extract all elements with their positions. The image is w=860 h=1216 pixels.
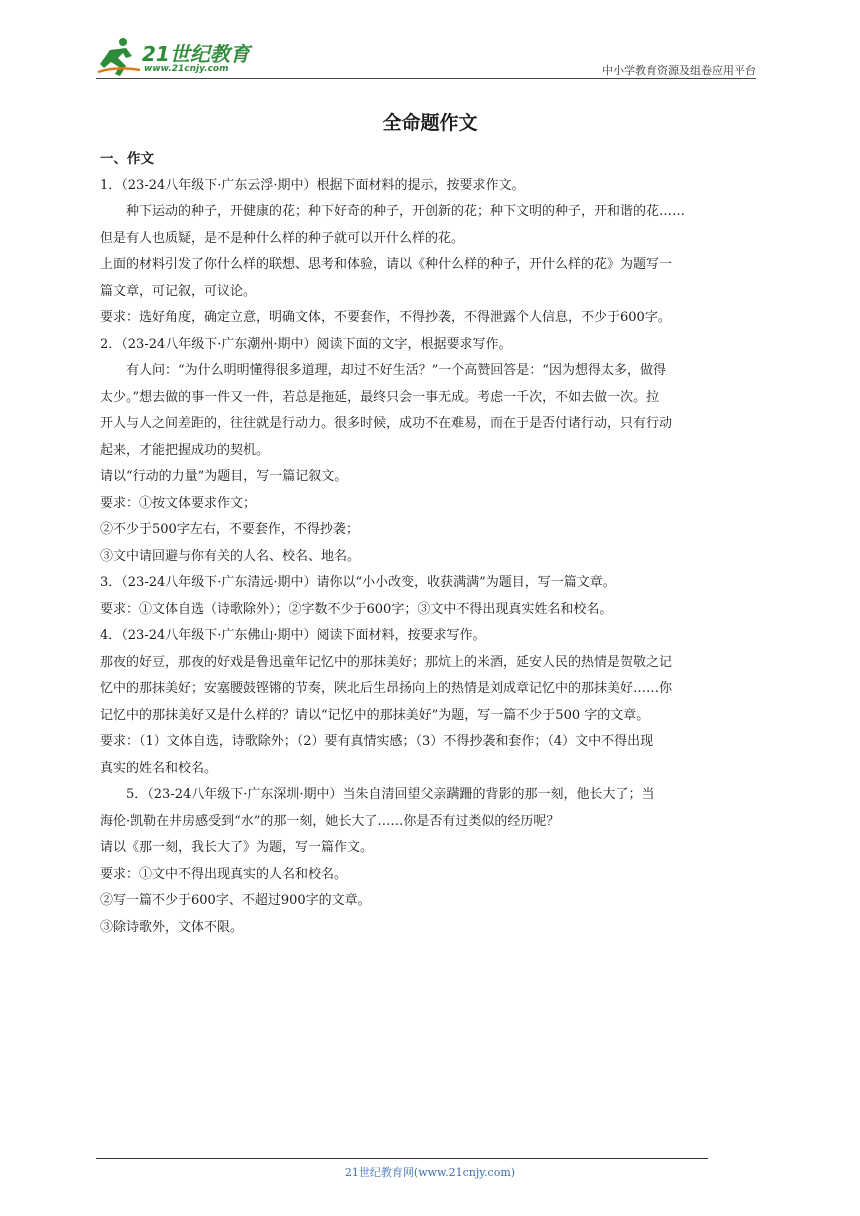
requirement-line: ③除诗歌外，文体不限。 (100, 919, 244, 935)
material-line: 海伦·凯勒在井房感受到“水”的那一刻，她长大了……你是否有过类似的经历呢？ (100, 813, 560, 829)
prompt-line: 篇文章，可记叙，可议论。 (100, 283, 257, 299)
requirement-line: 要求：①文体自选（诗歌除外）；②字数不少于600字；③文中不得出现真实姓名和校名。 (100, 601, 613, 617)
requirement-line: ③文中请回避与你有关的人名、校名、地名。 (100, 548, 361, 564)
requirement-line: 要求：（1）文体自选，诗歌除外；（2）要有真情实感；（3）不得抄袭和套作；（4）文中不得出现 (100, 734, 654, 749)
footer-divider (96, 1158, 708, 1159)
footer-link[interactable]: 21世纪教育网(www.21cnjy.com) (344, 1166, 516, 1179)
material-line: 起来，才能把握成功的契机。 (100, 442, 270, 458)
requirement-line: ②写一篇不少于600字、不超过900字的文章。 (100, 893, 371, 908)
prompt-line: 请以《那一刻，我长大了》为题，写一篇作文。 (100, 840, 374, 855)
material-line: 开人与人之间差距的，往往就是行动力。很多时候，成功不在难易，而在于是否付诸行动，只有行动 (100, 416, 673, 431)
prompt-line: 记忆中的那抹美好又是什么样的？请以“记忆中的那抹美好”为题，写一篇不少于500 字的文章。 (100, 707, 650, 723)
runner-logo-icon (96, 36, 142, 78)
section-heading: 一、作文 (100, 151, 154, 167)
material-line: 忆中的那抹美好；安塞腰鼓铿锵的节奏，陕北后生昂扬向上的热情是刘成章记忆中的那抹美好……你 (100, 681, 673, 696)
question-3: 3．（23-24八年级下·广东清远·期中）请你以“小小改变，收获满满”为题目，写一篇文章。 (100, 575, 616, 590)
material-line: 有人问：“为什么明明懂得很多道理，却过不好生活？”一个高赞回答是：“因为想得太多，做得 (126, 363, 666, 378)
page-title: 全命题作文 (382, 112, 478, 134)
requirement-line: 真实的姓名和校名。 (100, 760, 218, 776)
prompt-line: 上面的材料引发了你什么样的联想、思考和体验，请以《种什么样的种子，开什么样的花》为题写一 (100, 257, 673, 272)
site-logo[interactable] (96, 34, 266, 78)
requirement-line: 要求：①按文体要求作文； (100, 495, 257, 511)
material-line: 太少。”想去做的事一件又一件，若总是拖延，最终只会一事无成。考虑一千次，不如去做一次。拉 (100, 389, 660, 405)
document-body (100, 146, 762, 941)
requirement-line: 要求：①文中不得出现真实的人名和校名。 (100, 866, 348, 882)
requirement-line: 要求：选好角度，确定立意，明确文体，不要套作，不得抄袭，不得泄露个人信息，不少于600字。 (100, 310, 671, 325)
question-2: 2．（23-24八年级下·广东潮州·期中）阅读下面的文字，根据要求写作。 (100, 336, 512, 352)
question-1: 1．（23-24八年级下·广东云浮·期中）根据下面材料的提示，按要求作文。 (100, 177, 525, 193)
material-line: 那夜的好豆，那夜的好戏是鲁迅童年记忆中的那抹美好；那炕上的米酒，延安人民的热情是贺敬之记 (100, 654, 673, 670)
requirement-line: ②不少于500字左右，不要套作，不得抄袭； (100, 522, 359, 537)
prompt-line: 请以“行动的力量”为题目，写一篇记叙文。 (100, 469, 348, 484)
logo-url: www.21cnjy.com (144, 64, 229, 74)
logo-text: 21世纪教育 (142, 42, 250, 66)
material-line: 种下运动的种子，开健康的花；种下好奇的种子，开创新的花；种下文明的种子，开和谐的花…… (126, 204, 686, 219)
header-divider (96, 78, 756, 79)
page-header (96, 28, 756, 80)
material-line: 但是有人也质疑，是不是种什么样的种子就可以开什么样的花。 (100, 230, 465, 246)
question-5: 5．（23-24八年级下·广东深圳·期中）当朱自清回望父亲蹒跚的背影的那一刻，他长大了；当 (126, 787, 655, 802)
question-4: 4．（23-24八年级下·广东佛山·期中）阅读下面材料，按要求写作。 (100, 628, 486, 643)
platform-name: 中小学教育资源及组卷应用平台 (602, 64, 756, 77)
